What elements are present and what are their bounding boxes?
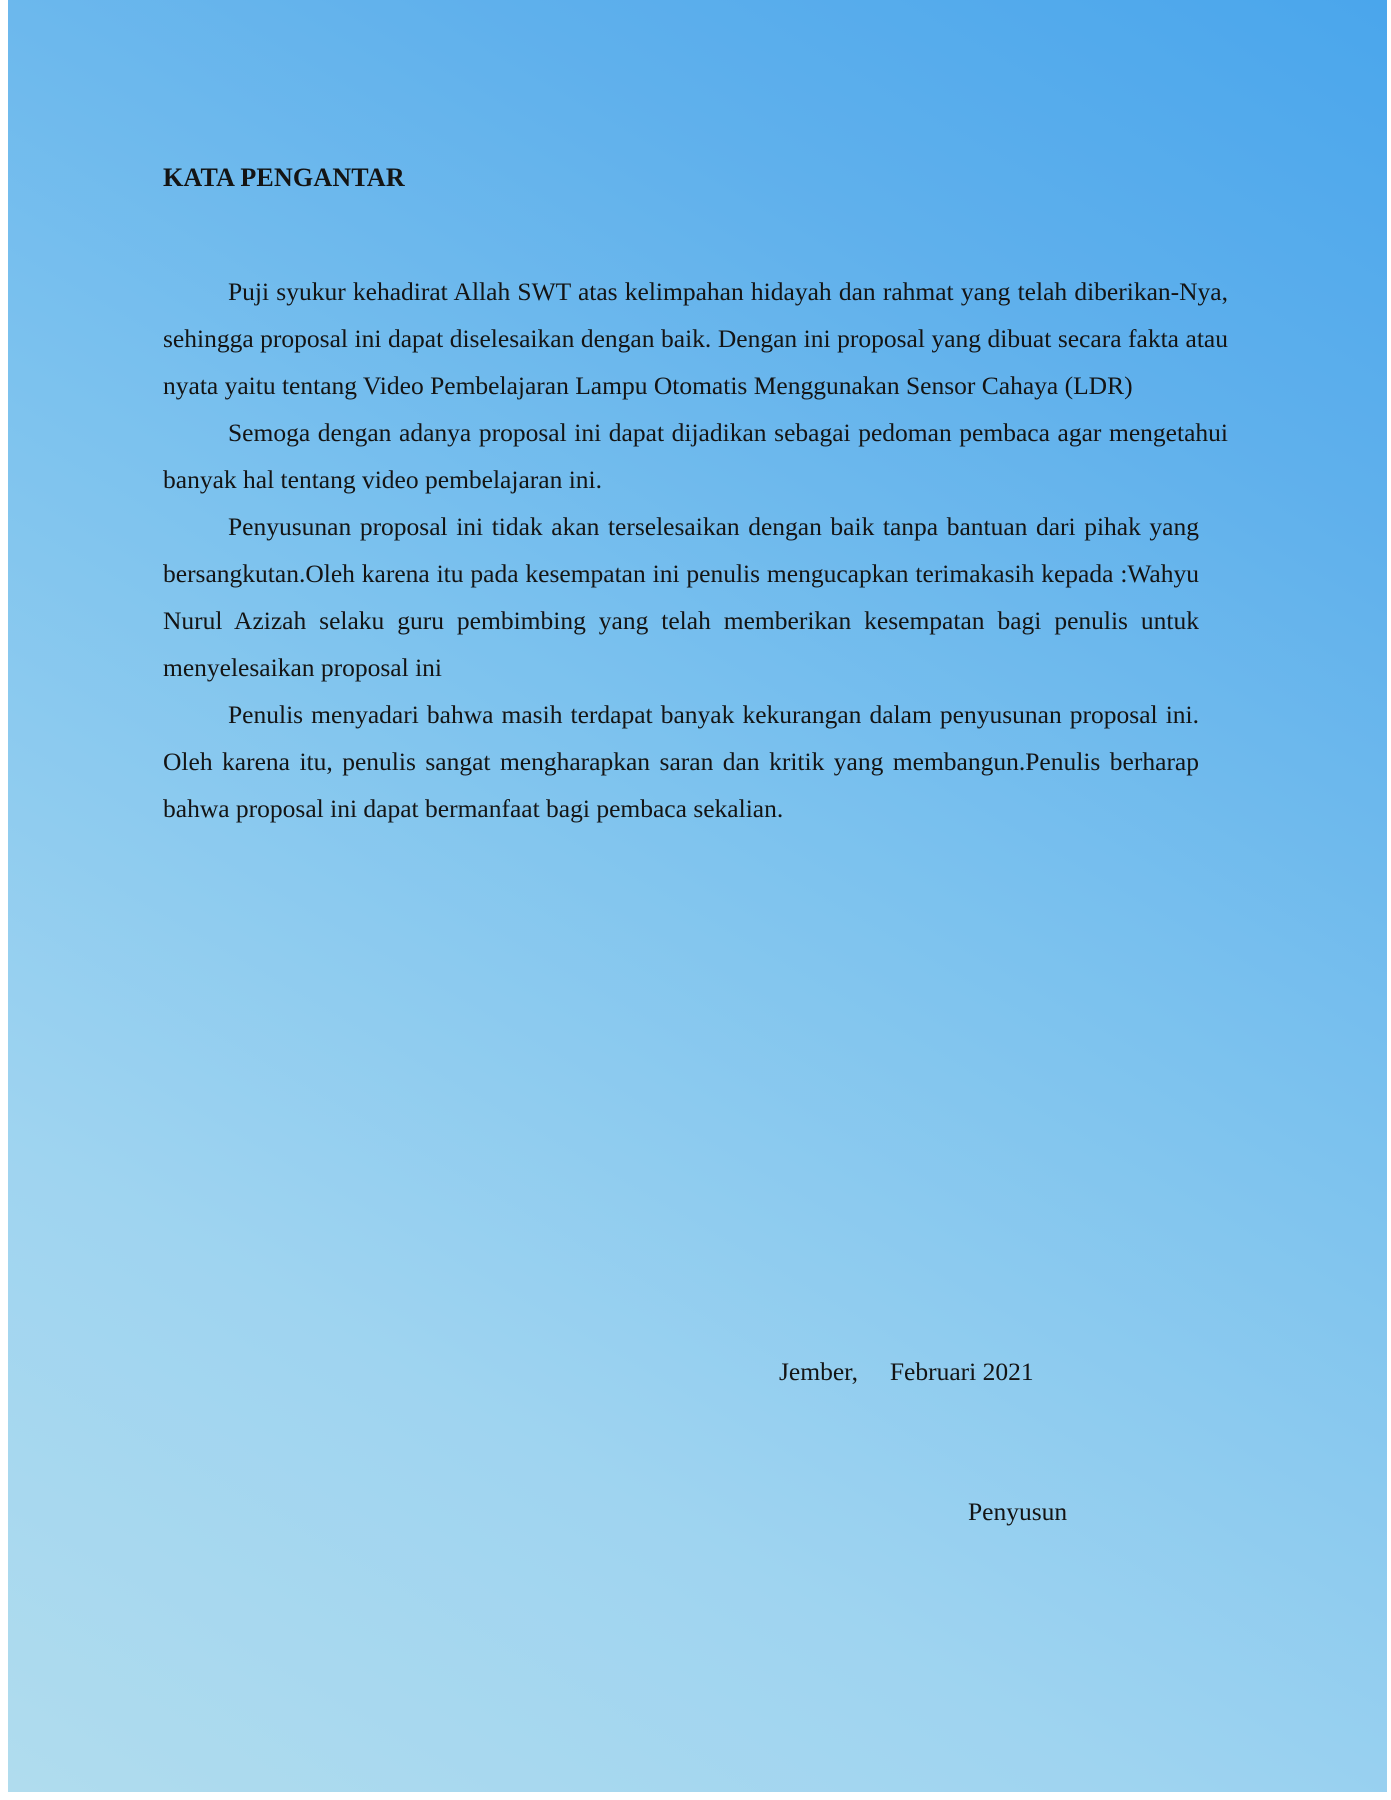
paragraph-2: Semoga dengan adanya proposal ini dapat dijadikan sebagai pedoman pembaca agar mengetahui banyak hal tentang video pembelajaran ini.	[163, 418, 1228, 494]
signature-signer: Penyusun	[968, 1497, 1068, 1526]
signature-place-date: Jember, Februari 2021	[779, 1357, 1034, 1386]
paragraph-1: Puji syukur kehadirat Allah SWT atas kelimpahan hidayah dan rahmat yang telah diberikan-Nya, sehingga proposal ini dapat diselesaikan dengan baik. Dengan ini proposal yang dibuat secara fakta atau nyata yaitu tentang Video Pembelajaran Lampu Otomatis Menggunakan Sensor Cahaya (LDR)	[163, 277, 1228, 400]
paragraph-4: Penulis menyadari bahwa masih terdapat banyak kekurangan dalam penyusunan proposal ini. Oleh karena itu, penulis sangat mengharapkan saran dan kritik yang membangun.Penulis berharap bahwa proposal ini dapat bermanfaat bagi pembaca sekalian.	[163, 700, 1199, 823]
page-title: KATA PENGANTAR	[163, 163, 405, 192]
paragraph-3: Penyusunan proposal ini tidak akan terselesaikan dengan baik tanpa bantuan dari pihak yang bersangkutan.Oleh karena itu pada kesempatan ini penulis mengucapkan terimakasih kepada :Wahyu Nurul Azizah selaku guru pembimbing yang telah memberikan kesempatan bagi penulis untuk menyelesaikan proposal ini	[163, 512, 1199, 682]
document-body	[163, 268, 1228, 832]
document-page	[8, 0, 1387, 1792]
